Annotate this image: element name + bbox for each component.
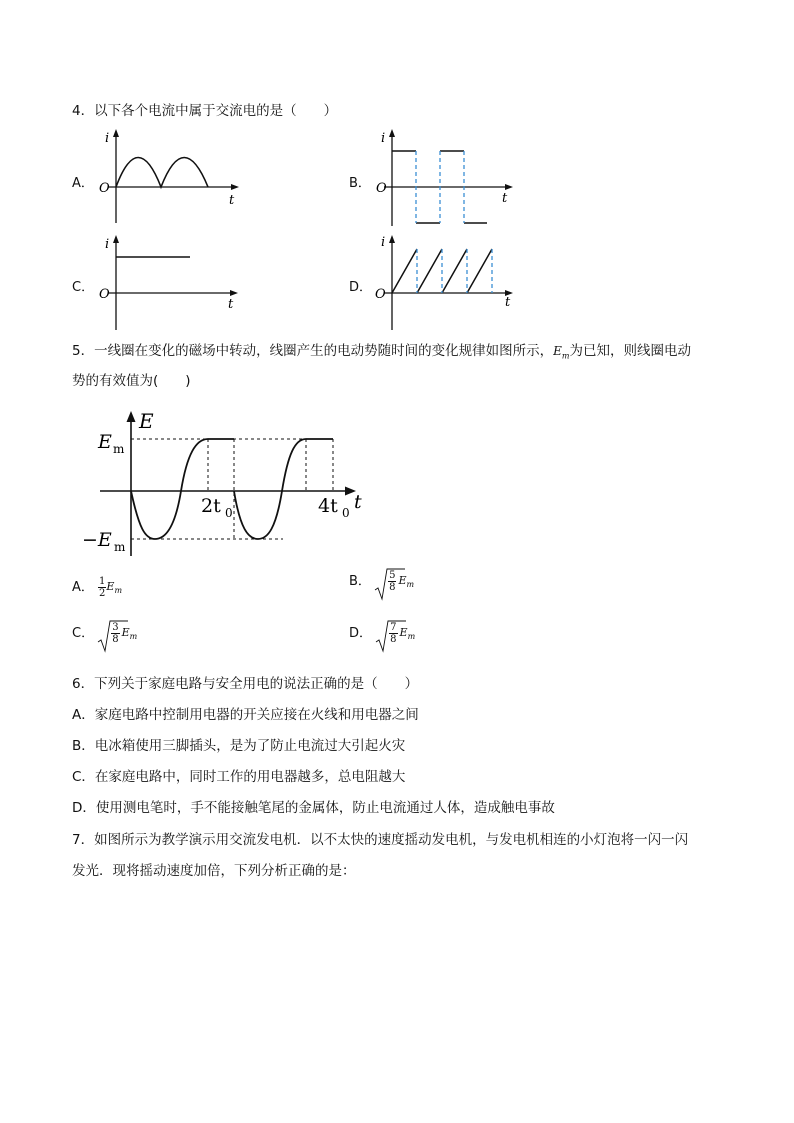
q5-option-d [349, 622, 415, 645]
q5-b-den: 8 [389, 582, 396, 593]
q5-stem-em: E [553, 344, 562, 358]
q4-option-a-key: A． [72, 176, 94, 191]
q6-stem: 6．下列关于家庭电路与安全用电的说法正确的是（ ） [72, 676, 419, 692]
q4-graph-b [374, 128, 524, 228]
q5-d-num: 7 [390, 622, 397, 633]
q5-c-var: E [121, 625, 130, 639]
q4c-origin-label: O [99, 287, 110, 302]
q5-stem-line2: 势的有效值为( ) [72, 373, 191, 389]
q6-option-c: C．在家庭电路中，同时工作的用电器越多，总电阻越大 [72, 769, 406, 785]
q5-b-var: E [398, 573, 407, 587]
sqrt-icon [376, 622, 397, 645]
q4-graph-d [374, 234, 524, 334]
q5-em-sub: m [113, 442, 125, 456]
q4a-origin-label: O [99, 181, 110, 196]
q4d-origin-label: O [375, 287, 386, 302]
q4b-t-label: t [502, 191, 508, 206]
q5-d-sub: m [407, 632, 416, 642]
sqrt-icon [375, 570, 396, 593]
q5-y-label: E [139, 409, 154, 433]
q5-a-den: 2 [99, 588, 106, 599]
q4-graph-c [98, 234, 248, 334]
q6-option-b: B．电冰箱使用三脚插头，是为了防止电流过大引起火灾 [72, 738, 406, 754]
q5-option-d-key: D． [349, 626, 373, 641]
q7-line1: 7．如图所示为教学演示用交流发电机．以不太快的速度摇动发电机，与发电机相连的小灯泡将一闪一闪 [72, 832, 689, 848]
q4a-i-label: i [105, 131, 110, 146]
q4c-i-label: i [105, 237, 110, 252]
q5-option-a [72, 576, 122, 599]
q5-a-var: E [106, 579, 115, 593]
q5-stem-line1 [72, 342, 691, 366]
q4c-t-label: t [228, 297, 234, 312]
q5-option-c [72, 622, 137, 645]
q4-stem: 4．以下各个电流中属于交流电的是（ ） [72, 103, 338, 119]
q5-graph [80, 408, 370, 558]
q5-a-num: 1 [99, 576, 106, 587]
q5-tick-4t0-sub: 0 [342, 506, 350, 520]
q4-option-c-key: C． [72, 280, 95, 295]
q5-stem-text: 5．一线圈在变化的磁场中转动，线圈产生的电动势随时间的变化规律如图所示， [72, 343, 554, 359]
q5-b-sub: m [406, 580, 415, 590]
q4b-i-label: i [381, 131, 386, 146]
q5-d-den: 8 [390, 634, 397, 645]
sqrt-icon [98, 622, 119, 645]
q4a-t-label: t [229, 193, 235, 208]
q5-c-den: 8 [112, 634, 119, 645]
q4-graph-a [98, 128, 238, 228]
q5-x-label: t [354, 491, 362, 513]
q5-option-a-key: A． [72, 580, 94, 595]
q4d-i-label: i [381, 235, 386, 250]
q4d-t-label: t [505, 295, 511, 310]
q5-c-sub: m [129, 632, 138, 642]
q5-stem-tail: 为已知，则线圈电动 [569, 343, 691, 359]
q5-neg-em-sub: m [114, 540, 126, 554]
q4-option-d-key: D． [349, 280, 373, 295]
q6-option-d: D．使用测电笔时，手不能接触笔尾的金属体，防止电流通过人体，造成触电事故 [72, 800, 555, 816]
q5-em-label: E [98, 431, 112, 453]
q5-c-num: 3 [112, 622, 119, 633]
q7-line2: 发光．现将摇动速度加倍，下列分析正确的是： [72, 863, 356, 879]
q5-tick-4t0: 4t [318, 495, 338, 517]
q4-option-b-key: B． [349, 176, 371, 191]
q4b-origin-label: O [376, 181, 387, 196]
q5-stem-em-sub: m [561, 351, 570, 361]
q5-b-num: 5 [389, 570, 396, 581]
q5-tick-2t0: 2t [201, 495, 221, 517]
q6-option-a: A．家庭电路中控制用电器的开关应接在火线和用电器之间 [72, 707, 419, 723]
q5-d-var: E [399, 625, 408, 639]
q5-tick-2t0-sub: 0 [225, 506, 233, 520]
q5-a-sub: m [114, 586, 123, 596]
q5-option-b-key: B． [349, 574, 371, 589]
q5-option-c-key: C． [72, 626, 95, 641]
q5-neg-em-label: −E [82, 529, 112, 551]
q5-option-b [349, 570, 414, 593]
